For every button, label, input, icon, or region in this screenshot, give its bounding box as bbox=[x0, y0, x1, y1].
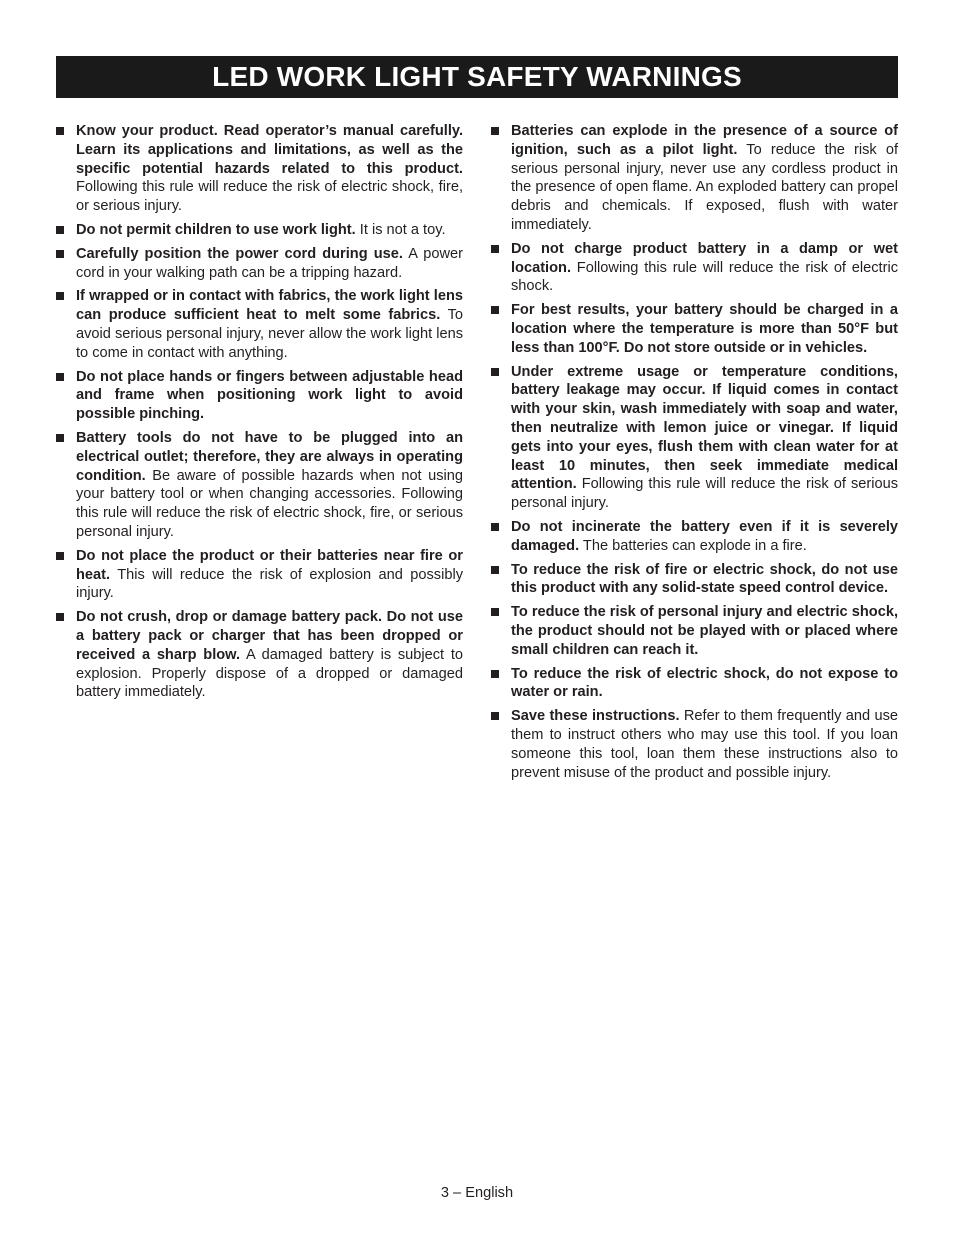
warning-lead: Under extreme usage or temperature conditions, battery leakage may occur. If liquid comes in contact with your skin, wash immediately with soap and water, then neutralize with lemon juice or vinegar. If liquid gets into your eyes, flush them with clean water for at least 10 minutes, then seek immediate medical attention. bbox=[511, 363, 898, 493]
warning-item bbox=[56, 245, 463, 283]
square-bullet-icon bbox=[56, 292, 64, 300]
warning-lead: Know your product. Read operator’s manual carefully. Learn its applications and limitations, as well as the specific potential hazards related to this product. bbox=[76, 123, 463, 177]
warning-lead: Carefully position the power cord during use. bbox=[76, 245, 403, 262]
square-bullet-icon bbox=[56, 250, 64, 258]
square-bullet-icon bbox=[56, 226, 64, 234]
warning-text: The batteries can explode in a fire. bbox=[579, 537, 807, 554]
warning-text: It is not a toy. bbox=[355, 221, 446, 238]
square-bullet-icon bbox=[56, 552, 64, 560]
warning-text: Following this rule will reduce the risk of electric shock, fire, or serious injury. bbox=[76, 179, 463, 215]
warning-item bbox=[56, 122, 463, 216]
warning-item bbox=[491, 603, 898, 659]
warning-item bbox=[491, 122, 898, 235]
warning-lead: Do not place hands or fingers between adjustable head and frame when positioning work light to avoid possible pinching. bbox=[76, 368, 463, 423]
warning-item bbox=[56, 547, 463, 603]
square-bullet-icon bbox=[56, 434, 64, 442]
square-bullet-icon bbox=[491, 127, 499, 135]
warning-lead: Do not incinerate the battery even if it is severely damaged. bbox=[511, 518, 898, 554]
warning-item bbox=[491, 240, 898, 296]
warning-item bbox=[491, 707, 898, 782]
square-bullet-icon bbox=[56, 613, 64, 621]
warning-text: A power cord in your walking path can be a tripping hazard. bbox=[76, 245, 464, 281]
warning-text: A damaged battery is subject to explosion. Properly dispose of a dropped or damaged battery immediately. bbox=[76, 646, 464, 701]
warning-lead: To reduce the risk of electric shock, do not expose to water or rain. bbox=[511, 665, 898, 701]
warning-text: Following this rule will reduce the risk of electric shock. bbox=[511, 259, 898, 295]
warning-text: To avoid serious personal injury, never allow the work light lens to come in contact with anything. bbox=[76, 307, 463, 361]
warning-lead: For best results, your battery should be charged in a location where the temperature is more than 50°F but less than 100°F. Do not store outside or in vehicles. bbox=[511, 302, 898, 356]
warning-item bbox=[56, 608, 463, 702]
square-bullet-icon bbox=[56, 373, 64, 381]
page-title: LED WORK LIGHT SAFETY WARNINGS bbox=[212, 61, 742, 92]
warning-item bbox=[56, 368, 463, 424]
warning-lead: Save these instructions. bbox=[511, 708, 680, 725]
square-bullet-icon bbox=[491, 608, 499, 616]
warning-text: Be aware of possible hazards when not using your battery tool or when changing accessories. Following this rule will reduce the risk of electric shock, fire, or serious personal injury. bbox=[76, 467, 463, 540]
warning-item bbox=[56, 287, 463, 362]
warning-lead: To reduce the risk of personal injury and electric shock, the product should not be played with or placed where small children can reach it. bbox=[511, 604, 898, 658]
warning-item bbox=[491, 518, 898, 556]
warning-text: This will reduce the risk of explosion and possibly injury. bbox=[76, 566, 463, 602]
warning-item bbox=[56, 429, 463, 542]
square-bullet-icon bbox=[491, 712, 499, 720]
square-bullet-icon bbox=[491, 670, 499, 678]
warning-item bbox=[491, 561, 898, 599]
warning-lead: If wrapped or in contact with fabrics, the work light lens can produce sufficient heat to melt some fabrics. bbox=[76, 288, 463, 324]
warning-text: To reduce the risk of serious personal injury, never use any cordless product in the presence of open flame. An exploded battery can propel debris and chemicals. If exposed, flush with water immediately. bbox=[511, 141, 898, 233]
warning-lead: Do not crush, drop or damage battery pack. Do not use a battery pack or charger that has been dropped or received a sharp blow. bbox=[76, 609, 463, 663]
title-banner bbox=[56, 56, 898, 98]
warning-lead: Do not permit children to use work light. bbox=[76, 221, 356, 238]
warning-item bbox=[491, 301, 898, 357]
square-bullet-icon bbox=[56, 127, 64, 135]
warning-lead: Do not place the product or their batteries near fire or heat. bbox=[76, 547, 463, 583]
left-column bbox=[56, 122, 463, 707]
warning-item bbox=[56, 221, 463, 240]
warning-item bbox=[491, 363, 898, 513]
warning-text: Following this rule will reduce the risk of serious personal injury. bbox=[511, 476, 898, 512]
warning-lead: Batteries can explode in the presence of a source of ignition, such as a pilot light. bbox=[511, 123, 898, 158]
right-column bbox=[491, 122, 898, 787]
warning-lead: Battery tools do not have to be plugged into an electrical outlet; therefore, they are always in operating condition. bbox=[76, 429, 463, 484]
square-bullet-icon bbox=[491, 566, 499, 574]
page-number: 3 – English bbox=[440, 1185, 514, 1201]
warning-lead: To reduce the risk of fire or electric shock, do not use this product with any solid-state speed control device. bbox=[511, 561, 898, 597]
warning-item bbox=[491, 665, 898, 703]
square-bullet-icon bbox=[491, 523, 499, 531]
warning-text: Refer to them frequently and use them to instruct others who may use this tool. If you loan someone this tool, loan them these instructions also to prevent misuse of the product and possible injury. bbox=[511, 708, 898, 781]
square-bullet-icon bbox=[491, 368, 499, 376]
square-bullet-icon bbox=[491, 245, 499, 253]
warning-lead: Do not charge product battery in a damp or wet location. bbox=[511, 240, 898, 276]
square-bullet-icon bbox=[491, 306, 499, 314]
